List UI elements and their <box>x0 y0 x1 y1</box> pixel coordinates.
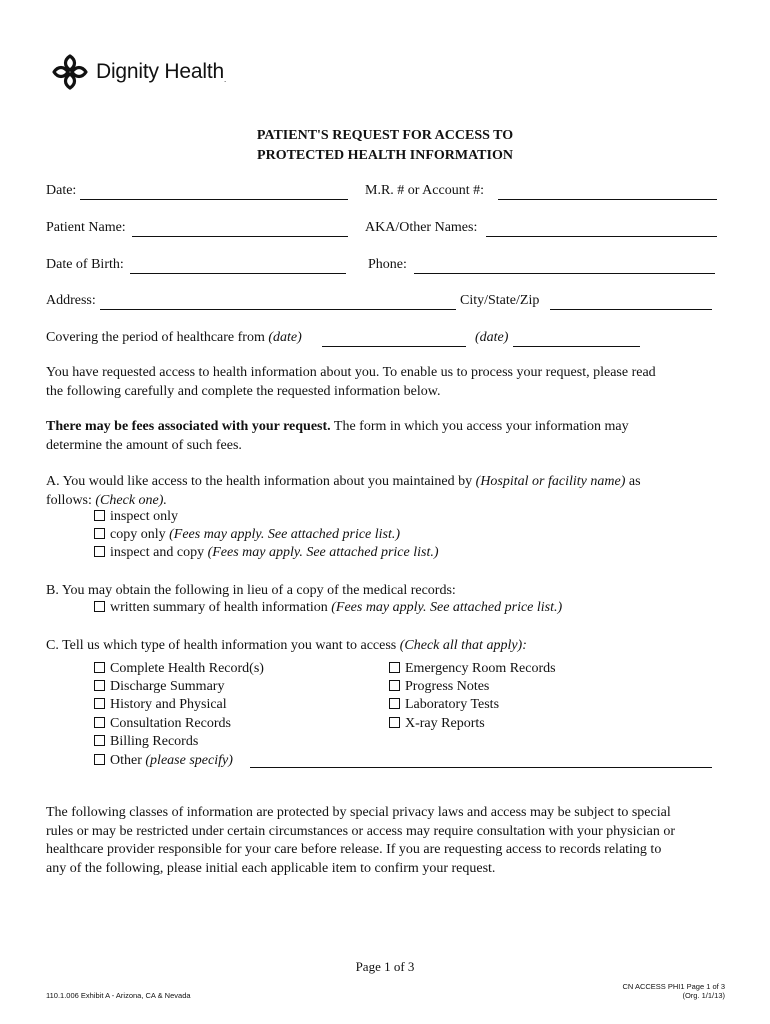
footer-exhibit-label: 110.1.006 Exhibit A - Arizona, CA & Nevada <box>46 991 191 1000</box>
option-inspect-and-copy[interactable]: inspect and copy (Fees may apply. See attached price list.) <box>94 544 439 562</box>
checkbox[interactable] <box>94 735 105 746</box>
date-field[interactable] <box>80 199 348 200</box>
other-specify-field[interactable] <box>250 767 712 768</box>
option-discharge-summary[interactable]: Discharge Summary <box>94 678 224 696</box>
dignity-health-logo <box>50 50 226 94</box>
mr-account-label: M.R. # or Account #: <box>365 183 484 198</box>
checkbox[interactable] <box>94 528 105 539</box>
logo-wordmark: Dignity Health. <box>96 60 226 84</box>
intro-paragraph: You have requested access to health information about you. To enable us to process your request, please read the following carefully and complete the requested information below. <box>46 365 656 399</box>
option-complete-health-record[interactable]: Complete Health Record(s) <box>94 660 264 678</box>
section-b-text: B. You may obtain the following in lieu of a copy of the medical records: <box>46 583 456 598</box>
patient-name-label: Patient Name: <box>46 220 126 235</box>
checkbox[interactable] <box>389 698 400 709</box>
dob-field[interactable] <box>130 273 346 274</box>
option-written-summary[interactable]: written summary of health information (Fees may apply. See attached price list.) <box>94 599 562 617</box>
checkbox[interactable] <box>94 680 105 691</box>
city-state-zip-field[interactable] <box>550 309 712 310</box>
city-state-zip-label: City/State/Zip <box>460 293 540 308</box>
option-progress-notes[interactable]: Progress Notes <box>389 678 489 696</box>
covering-period-label: Covering the period of healthcare from (date) <box>46 330 302 345</box>
aka-label: AKA/Other Names: <box>365 220 478 235</box>
checkbox[interactable] <box>94 601 105 612</box>
checkbox[interactable] <box>389 717 400 728</box>
option-consultation-records[interactable]: Consultation Records <box>94 715 231 733</box>
privacy-paragraph: The following classes of information are protected by special privacy laws and access may be subject to special rules or may be restricted under certain circumstances or access may require consultation with your physician or healthcare provider responsible for your care before release. If you are requesting access to records relating to any of the following, please initial each applicable item to confirm your request. <box>46 805 675 876</box>
option-xray-reports[interactable]: X-ray Reports <box>389 715 485 733</box>
checkbox[interactable] <box>389 680 400 691</box>
section-a-text: A. You would like access to the health information about you maintained by (Hospital or facility name) as follows: (Check one). <box>46 474 641 508</box>
patient-name-field[interactable] <box>132 236 348 237</box>
option-inspect-only[interactable]: inspect only <box>94 508 178 526</box>
checkbox[interactable] <box>389 662 400 673</box>
option-history-and-physical[interactable]: History and Physical <box>94 696 227 714</box>
option-other[interactable]: Other (please specify) <box>94 752 233 770</box>
form-title-line2: PROTECTED HEALTH INFORMATION <box>257 148 513 163</box>
section-c-text: C. Tell us which type of health information you want to access (Check all that apply): <box>46 638 527 653</box>
period-start-date-field[interactable] <box>322 346 466 347</box>
page-number: Page 1 of 3 <box>355 959 415 974</box>
option-billing-records[interactable]: Billing Records <box>94 733 198 751</box>
checkbox[interactable] <box>94 546 105 557</box>
phone-label: Phone: <box>368 257 407 272</box>
phone-field[interactable] <box>414 273 715 274</box>
period-end-date-label: (date) <box>475 330 509 345</box>
checkbox[interactable] <box>94 510 105 521</box>
address-label: Address: <box>46 293 96 308</box>
dignity-health-emblem-icon <box>50 52 90 92</box>
checkbox[interactable] <box>94 754 105 765</box>
checkbox[interactable] <box>94 698 105 709</box>
mr-account-field[interactable] <box>498 199 717 200</box>
date-label: Date: <box>46 183 77 198</box>
option-copy-only[interactable]: copy only (Fees may apply. See attached price list.) <box>94 526 400 544</box>
option-laboratory-tests[interactable]: Laboratory Tests <box>389 696 499 714</box>
period-end-date-field[interactable] <box>513 346 640 347</box>
fees-paragraph: There may be fees associated with your request. The form in which you access your information may determine the amount of such fees. <box>46 419 629 453</box>
aka-field[interactable] <box>486 236 717 237</box>
footer-form-code: CN ACCESS PHI1 Page 1 of 3 (Org. 1/1/13) <box>622 982 725 1000</box>
option-emergency-room-records[interactable]: Emergency Room Records <box>389 660 556 678</box>
form-title-line1: PATIENT'S REQUEST FOR ACCESS TO <box>256 128 514 143</box>
checkbox[interactable] <box>94 717 105 728</box>
address-field[interactable] <box>100 309 456 310</box>
dob-label: Date of Birth: <box>46 257 124 272</box>
checkbox[interactable] <box>94 662 105 673</box>
